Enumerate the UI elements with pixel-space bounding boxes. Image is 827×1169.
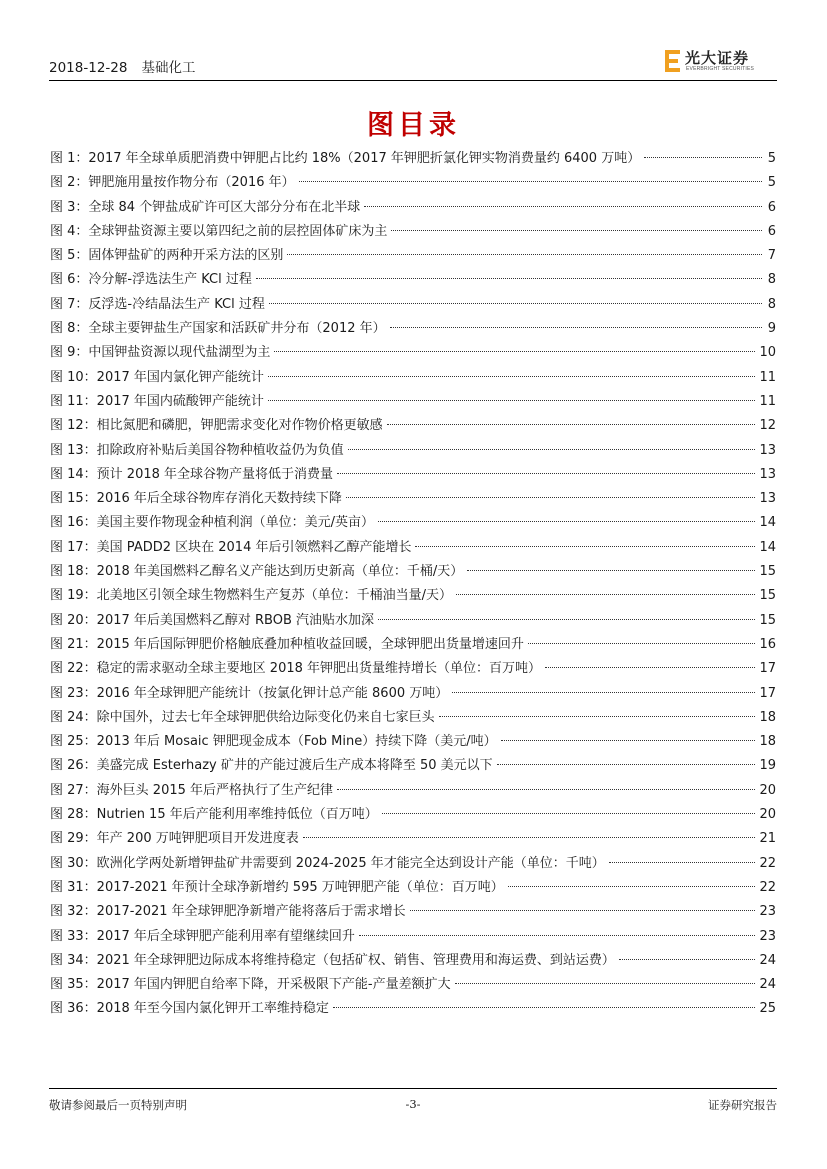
toc-entry[interactable] [50, 876, 776, 900]
toc-entry-title[interactable]: 图 20：2017 年后美国燃料乙醇对 RBOB 汽油贴水加深 [50, 612, 375, 628]
everbright-logo-icon [665, 50, 681, 72]
page-footer [49, 1088, 777, 1113]
toc-entry-title[interactable]: 图 26：美盛完成 Esterhazy 矿井的产能过渡后生产成本将降至 50 美元以下 [50, 758, 493, 774]
toc-entry[interactable] [50, 973, 776, 997]
everbright-logo [665, 46, 777, 76]
toc-entry[interactable] [50, 487, 776, 511]
toc-entry[interactable] [50, 730, 776, 754]
toc-entry-page[interactable]: 11 [759, 393, 776, 409]
toc-entry[interactable] [50, 171, 776, 195]
toc-dot-leader [545, 667, 755, 668]
toc-entry-page[interactable]: 24 [759, 952, 776, 968]
report-type: 证券研究报告 [708, 1098, 777, 1112]
toc-dot-leader [452, 692, 755, 693]
toc-entry-page[interactable]: 21 [759, 831, 776, 847]
toc-entry-title[interactable]: 图 24：除中国外，过去七年全球钾肥供给边际变化仍来自七家巨头 [50, 709, 435, 725]
toc-dot-leader [268, 400, 756, 401]
toc-entry-page[interactable]: 22 [759, 879, 776, 895]
toc-dot-leader [439, 716, 756, 717]
toc-entry-title[interactable]: 图 34：2021 年全球钾肥边际成本将维持稳定（包括矿权、销售、管理费用和海运费、到站运费） [50, 952, 615, 968]
toc-entry[interactable] [50, 949, 776, 973]
toc-entry-page[interactable]: 25 [759, 1001, 776, 1017]
toc-dot-leader [456, 594, 755, 595]
page-number: -3- [405, 1097, 421, 1111]
toc-entry[interactable] [50, 511, 776, 535]
toc-entry[interactable] [50, 366, 776, 390]
toc-entry[interactable] [50, 147, 776, 171]
toc-entry-page[interactable]: 8 [767, 272, 776, 288]
toc-entry-page[interactable]: 16 [759, 636, 776, 652]
toc-entry-page[interactable]: 6 [767, 199, 776, 215]
toc-dot-leader [299, 181, 762, 182]
toc-entry-title[interactable]: 图 25：2013 年后 Mosaic 钾肥现金成本（Fob Mine）持续下降（美元/吨） [50, 734, 497, 750]
toc-dot-leader [387, 424, 756, 425]
toc-entry-page[interactable]: 22 [759, 855, 776, 871]
toc-dot-leader [303, 837, 756, 838]
toc-entry-page[interactable]: 18 [759, 709, 776, 725]
toc-entry-title[interactable]: 图 10：2017 年国内氯化钾产能统计 [50, 369, 264, 385]
toc-dot-leader [501, 740, 756, 741]
toc-entry[interactable] [50, 682, 776, 706]
toc-dot-leader [508, 886, 756, 887]
toc-entry-page[interactable]: 12 [759, 418, 776, 434]
toc-entry-page[interactable]: 13 [759, 442, 776, 458]
toc-entry-page[interactable]: 7 [767, 248, 776, 264]
toc-entry-page[interactable]: 11 [759, 369, 776, 385]
toc-entry[interactable] [50, 997, 776, 1021]
toc-entry-page[interactable]: 15 [759, 564, 776, 580]
toc-entry[interactable] [50, 341, 776, 365]
toc-entry-title[interactable]: 图 17：美国 PADD2 区块在 2014 年后引领燃料乙醇产能增长 [50, 539, 412, 555]
toc-entry-title[interactable]: 图 15：2016 年后全球谷物库存消化天数持续下降 [50, 491, 342, 507]
toc-entry-title[interactable]: 图 31：2017-2021 年预计全球净新增约 595 万吨钾肥产能（单位：百万吨） [50, 879, 504, 895]
toc-dot-leader [467, 570, 755, 571]
toc-entry-title[interactable]: 图 2：钾肥施用量按作物分布（2016 年） [50, 175, 295, 191]
toc-entry[interactable] [50, 803, 776, 827]
logo-chinese-text: 光大证券 [685, 49, 750, 67]
toc-dot-leader [333, 1007, 756, 1008]
toc-dot-leader [382, 813, 756, 814]
toc-dot-leader [287, 254, 762, 255]
header-info [49, 56, 195, 76]
toc-entry[interactable] [50, 657, 776, 681]
toc-entry[interactable] [50, 706, 776, 730]
toc-entry-page[interactable]: 20 [759, 782, 776, 798]
toc-dot-leader [359, 935, 756, 936]
toc-entry-title[interactable]: 图 11：2017 年国内硫酸钾产能统计 [50, 393, 264, 409]
toc-entry[interactable] [50, 900, 776, 924]
toc-entry-title[interactable]: 图 27：海外巨头 2015 年后严格执行了生产纪律 [50, 782, 334, 798]
toc-dot-leader [269, 303, 762, 304]
toc-dot-leader [256, 278, 762, 279]
toc-entry-title[interactable]: 图 4：全球钾盐资源主要以第四纪之前的层控固体矿床为主 [50, 223, 388, 239]
toc-entry-page[interactable]: 17 [759, 685, 776, 701]
toc-entry-title[interactable]: 图 33：2017 年后全球钾肥产能利用率有望继续回升 [50, 928, 355, 944]
toc-entry-title[interactable]: 图 14：预计 2018 年全球谷物产量将低于消费量 [50, 466, 334, 482]
toc-entry-title[interactable]: 图 32：2017-2021 年全球钾肥净新增产能将落后于需求增长 [50, 904, 406, 920]
toc-dot-leader [378, 619, 755, 620]
toc-dot-leader [415, 546, 755, 547]
toc-entry[interactable] [50, 268, 776, 292]
toc-entry-page[interactable]: 23 [759, 928, 776, 944]
toc-entry-title[interactable]: 图 5：固体钾盐矿的两种开采方法的区别 [50, 248, 284, 264]
toc-entry-page[interactable]: 20 [759, 807, 776, 823]
toc-entry[interactable] [50, 244, 776, 268]
toc-entry-page[interactable]: 6 [767, 223, 776, 239]
toc-entry-title[interactable]: 图 23：2016 年全球钾肥产能统计（按氯化钾计总产能 8600 万吨） [50, 685, 449, 701]
toc-entry-title[interactable]: 图 3：全球 84 个钾盐成矿许可区大部分分布在北半球 [50, 199, 361, 215]
toc-entry-title[interactable]: 图 7：反浮选-冷结晶法生产 KCl 过程 [50, 296, 265, 312]
toc-entry-page[interactable]: 5 [767, 151, 776, 166]
toc-entry[interactable] [50, 439, 776, 463]
toc-dot-leader [455, 983, 756, 984]
toc-entry[interactable] [50, 463, 776, 487]
toc-entry-page[interactable]: 15 [759, 588, 776, 604]
toc-entry-title[interactable]: 图 13：扣除政府补贴后美国谷物种植收益仍为负值 [50, 442, 344, 458]
toc-dot-leader [644, 157, 762, 158]
page-title: 图目录 [367, 110, 460, 141]
toc-entry-page[interactable]: 14 [759, 539, 776, 555]
toc-dot-leader [410, 910, 756, 911]
toc-dot-leader [528, 643, 756, 644]
page-header [49, 44, 777, 81]
toc-entry-page[interactable]: 13 [759, 466, 776, 482]
toc-entry[interactable] [50, 852, 776, 876]
toc-dot-leader [274, 351, 755, 352]
toc-entry-page[interactable]: 17 [759, 661, 776, 677]
toc-entry[interactable] [50, 536, 776, 560]
logo-english-text: EVERBRIGHT SECURITIES [686, 66, 755, 72]
toc-entry[interactable] [50, 633, 776, 657]
toc-entry[interactable] [50, 925, 776, 949]
toc-entry-page[interactable]: 18 [759, 734, 776, 750]
toc-entry-title[interactable]: 图 9：中国钾盐资源以现代盐湖型为主 [50, 345, 271, 361]
toc-entry[interactable] [50, 196, 776, 220]
disclaimer-note: 敬请参阅最后一页特别声明 [49, 1098, 187, 1112]
toc-entry-page[interactable]: 13 [759, 491, 776, 507]
toc-entry[interactable] [50, 584, 776, 608]
toc-entry[interactable] [50, 220, 776, 244]
toc-entry-title[interactable]: 图 21：2015 年后国际钾肥价格触底叠加种植收益回暖，全球钾肥出货量增速回升 [50, 636, 524, 652]
toc-dot-leader [364, 206, 762, 207]
toc-dot-leader [390, 327, 762, 328]
toc-entry-page[interactable]: 24 [759, 977, 776, 993]
toc-entry-page[interactable]: 9 [767, 321, 776, 337]
toc-entry[interactable] [50, 827, 776, 851]
toc-dot-leader [337, 473, 755, 474]
toc-dot-leader [497, 764, 756, 765]
toc-entry-title[interactable]: 图 19：北美地区引领全球生物燃料生产复苏（单位：千桶油当量/天） [50, 588, 453, 604]
toc-entry-title[interactable]: 图 6：冷分解-浮选法生产 KCl 过程 [50, 272, 252, 288]
toc-entry-title[interactable]: 图 36：2018 年至今国内氯化钾开工率维持稳定 [50, 1001, 329, 1017]
toc-dot-leader [346, 497, 756, 498]
toc-dot-leader [337, 789, 755, 790]
figure-list [50, 147, 776, 1022]
toc-entry-page[interactable]: 14 [759, 515, 776, 531]
toc-entry-title[interactable]: 图 12：相比氮肥和磷肥，钾肥需求变化对作物价格更敏感 [50, 418, 383, 434]
toc-dot-leader [378, 521, 755, 522]
toc-entry[interactable] [50, 779, 776, 803]
report-date: 2018-12-28 [49, 60, 128, 76]
toc-entry-page[interactable]: 8 [767, 296, 776, 312]
toc-entry-title[interactable]: 图 30：欧洲化学两处新增钾盐矿井需要到 2024-2025 年才能完全达到设计产能（单位：千吨） [50, 855, 605, 871]
toc-entry-title[interactable]: 图 22：稳定的需求驱动全球主要地区 2018 年钾肥出货量维持增长（单位：百万吨） [50, 661, 542, 677]
toc-entry[interactable] [50, 754, 776, 778]
toc-entry-title[interactable]: 图 1：2017 年全球单质肥消费中钾肥占比约 18%（2017 年钾肥折氯化钾实物消费量约 6400 万吨） [50, 151, 641, 166]
toc-dot-leader [619, 959, 756, 960]
toc-entry-page[interactable]: 10 [759, 345, 776, 361]
industry-label: 基础化工 [141, 60, 196, 76]
toc-entry[interactable] [50, 317, 776, 341]
toc-entry-title[interactable]: 图 16：美国主要作物现金种植利润（单位：美元/英亩） [50, 515, 375, 531]
toc-entry-page[interactable]: 23 [759, 904, 776, 920]
toc-entry-title[interactable]: 图 28：Nutrien 15 年后产能利用率维持低位（百万吨） [50, 807, 378, 823]
toc-dot-leader [268, 376, 756, 377]
toc-entry-title[interactable]: 图 8：全球主要钾盐生产国家和活跃矿井分布（2012 年） [50, 321, 386, 337]
toc-dot-leader [609, 862, 756, 863]
toc-entry-page[interactable]: 5 [767, 175, 776, 191]
toc-dot-leader [391, 230, 762, 231]
toc-entry[interactable] [50, 293, 776, 317]
toc-entry-page[interactable]: 15 [759, 612, 776, 628]
toc-entry[interactable] [50, 390, 776, 414]
toc-entry-page[interactable]: 19 [759, 758, 776, 774]
toc-entry-title[interactable]: 图 35：2017 年国内钾肥自给率下降，开采极限下产能-产量差额扩大 [50, 977, 451, 993]
toc-entry[interactable] [50, 609, 776, 633]
toc-entry-title[interactable]: 图 18：2018 年美国燃料乙醇名义产能达到历史新高（单位：千桶/天） [50, 564, 464, 580]
toc-entry[interactable] [50, 560, 776, 584]
toc-entry[interactable] [50, 414, 776, 438]
toc-entry-title[interactable]: 图 29：年产 200 万吨钾肥项目开发进度表 [50, 831, 299, 847]
toc-dot-leader [348, 449, 756, 450]
